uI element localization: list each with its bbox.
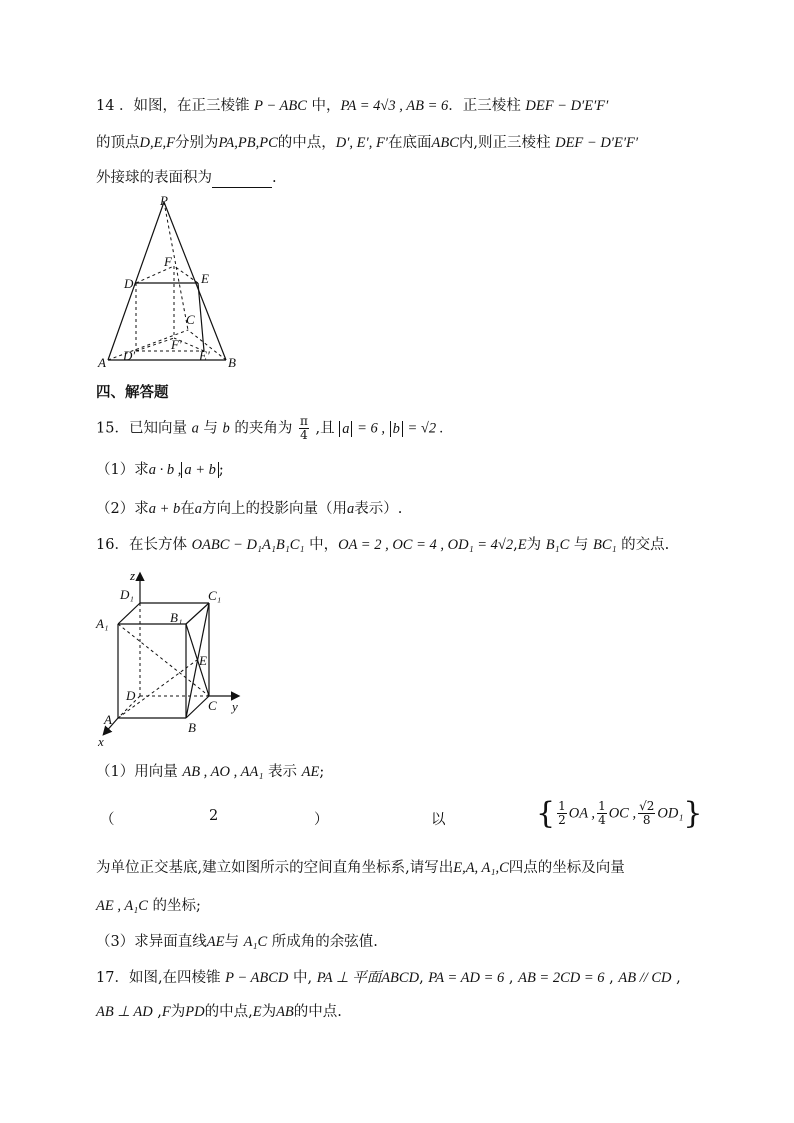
q16-text: 以 <box>431 812 446 828</box>
basis-set <box>536 796 702 831</box>
label-Dp: D′ <box>123 348 136 363</box>
q14-math: PA,PB,PC <box>218 135 278 151</box>
answer-blank[interactable] <box>212 173 272 188</box>
q17-text: , <box>152 1004 162 1020</box>
q15-math: = √2 . <box>407 420 444 437</box>
q16-text: （3）求异面直线 <box>96 934 207 950</box>
q16-part-1 <box>96 762 324 782</box>
label-D: D <box>124 276 134 291</box>
frac-num: π <box>300 414 308 428</box>
fraction-pi-over-4 <box>299 415 309 442</box>
q14-text: ．正三棱柱 <box>448 98 526 114</box>
q16-math: E,A, A₁,C <box>453 860 509 876</box>
q16-math: A₁C <box>243 934 268 950</box>
edge-D1A1 <box>118 603 140 624</box>
q14-text: 在底面 <box>387 135 432 151</box>
q14-line-2 <box>96 133 638 153</box>
q16-text: 的坐标; <box>147 898 201 914</box>
q17-math: PD <box>185 1004 205 1020</box>
q17-math: AB // CD <box>618 970 672 986</box>
q14-text: 分别为 <box>174 135 219 151</box>
q14-math: DEF − D′E′F′ <box>555 135 639 151</box>
q16-line-1 <box>96 535 669 555</box>
q16-part-2-line-2 <box>96 858 625 878</box>
q14-math: D′, E′, F′ <box>335 135 388 151</box>
label-A: A <box>104 712 112 727</box>
q14-text: 内,则正三棱柱 <box>458 135 556 151</box>
q16-math: OABC − D₁A₁B₁C₁ <box>191 537 305 553</box>
q16-text: 表示 <box>263 764 302 780</box>
q14-math: ABC <box>431 135 459 151</box>
q16-text: 为 <box>526 537 546 553</box>
q14-text: 的顶点 <box>96 135 140 151</box>
fraction-1-2 <box>557 800 567 827</box>
q15-text: 方向上的投影向量（用 <box>202 501 348 517</box>
q16-math: E <box>517 537 527 553</box>
q17-text: 的中点, <box>204 1004 253 1020</box>
q16-text: 为单位正交基底,建立如图所示的空间直角坐标系,请写出 <box>96 860 454 876</box>
q14-math: DEF − D′E′F′ <box>525 98 609 114</box>
fraction-sqrt2-8 <box>638 800 655 827</box>
q16-text: , <box>513 537 518 553</box>
label-C1: C₁ <box>208 588 222 603</box>
q15-abs-a: a <box>339 421 352 437</box>
q15-math: a · b , <box>148 462 182 478</box>
q15-part-1 <box>96 460 224 480</box>
figure-pyramid <box>90 192 250 372</box>
q15-text: 的夹角为 <box>234 420 293 437</box>
q16-part-2-line-1 <box>96 796 703 840</box>
q16-math: AE , A₁C <box>96 898 148 914</box>
q16-text: 16．在长方体 <box>96 537 192 553</box>
label-B: B <box>188 720 196 735</box>
q15-part-2 <box>96 499 402 519</box>
label-Fp: F′ <box>171 337 182 352</box>
q15-text: （1）求 <box>96 462 149 478</box>
q17-math: P − ABCD <box>225 970 289 986</box>
q15-text: 在 <box>180 501 195 517</box>
label-D1: D₁ <box>120 587 134 602</box>
label-E: E <box>201 271 209 286</box>
q17-math: AB ⊥ AD <box>96 1004 153 1020</box>
frac-num: √2 <box>639 799 655 813</box>
q17-text: 17．如图,在四棱锥 <box>96 970 226 986</box>
q16-text: 与 <box>569 537 593 553</box>
label-B: B <box>228 355 236 370</box>
label-P: P <box>160 193 168 208</box>
q17-math: E <box>252 1004 262 1020</box>
q16-text: 2 <box>209 808 219 824</box>
edge-PA <box>108 202 164 360</box>
q15-text: 15．已知向量 <box>96 420 187 437</box>
frac-den: 4 <box>300 428 308 442</box>
q15-abs-b: b <box>390 421 403 437</box>
q16-math: AE <box>206 934 225 950</box>
q16-part-3 <box>96 932 378 952</box>
q16-math: BC₁ <box>592 537 617 553</box>
q15-abs-sum: a + b <box>181 462 219 478</box>
label-D: D <box>126 688 136 703</box>
q17-line-1 <box>96 968 681 988</box>
frac-den: 4 <box>598 813 606 827</box>
q15-math: a <box>191 420 199 437</box>
frac-num: 1 <box>598 799 606 813</box>
q15-text: ,且 <box>315 420 335 437</box>
q14-text: 14 ．如图，在正三棱锥 <box>96 98 255 114</box>
label-z: z <box>130 568 136 583</box>
q15-math: b <box>222 420 230 437</box>
q16-text: （ <box>100 812 115 828</box>
q14-math: P − ABC <box>254 98 307 114</box>
q15-text: 表示）. <box>354 501 403 517</box>
q16-math: OA , <box>568 805 596 822</box>
q15-math: a <box>347 501 355 517</box>
q14-line-3 <box>96 168 277 188</box>
q16-text: 的交点. <box>616 537 670 553</box>
q16-text: 中， <box>304 537 339 553</box>
edge-DpFp <box>136 338 174 351</box>
q16-text: 四点的坐标及向量 <box>508 860 625 876</box>
q14-line-1 <box>96 96 608 116</box>
q16-text: ; <box>319 764 325 780</box>
q15-math: a <box>194 501 203 517</box>
q16-text: （1）用向量 <box>96 764 183 780</box>
q17-text: 中, <box>288 970 317 986</box>
frac-num: 1 <box>558 799 566 813</box>
q14-text: 外接球的表面积为 <box>96 170 212 186</box>
q16-text: 所成角的余弦值. <box>267 934 378 950</box>
label-F: F <box>164 254 172 269</box>
q17-math: AB = 2CD = 6 <box>518 970 605 986</box>
q17-text: , <box>419 970 429 986</box>
brace-left: { <box>536 796 556 831</box>
q14-math: D,E,F <box>139 135 175 151</box>
q17-line-2 <box>96 1002 342 1022</box>
label-x: x <box>98 734 104 749</box>
section-header: 四、解答题 <box>96 385 169 401</box>
q16-math: B₁C <box>545 537 570 553</box>
q16-math: AE <box>301 764 320 780</box>
q17-math: F <box>161 1004 171 1020</box>
label-A1: A₁ <box>96 616 109 631</box>
q14-text: 的中点， <box>277 135 336 151</box>
q16-math: AB , AO , AA₁ <box>182 764 264 780</box>
label-Ep: E′ <box>199 348 210 363</box>
q17-math: PA = AD = 6 <box>428 970 505 986</box>
label-C: C <box>208 698 217 713</box>
fraction-1-4 <box>597 800 607 827</box>
q16-math: OC , <box>608 805 637 822</box>
label-E: E <box>199 653 207 668</box>
q14-text: 中， <box>306 98 341 114</box>
q16-text: ） <box>314 812 329 828</box>
q17-text: 为 <box>261 1004 277 1020</box>
q17-text: 的中点. <box>293 1004 342 1020</box>
q16-part-2-line-3 <box>96 896 201 916</box>
q16-text: 与 <box>224 934 244 950</box>
q15-text: （2）求 <box>96 501 149 517</box>
q16-math: OA = 2 , OC = 4 , OD₁ = 4√2 <box>338 537 514 553</box>
q17-math: PA ⊥ 平面ABCD <box>316 970 420 986</box>
q14-math: PA = 4√3 , AB = 6 <box>340 98 449 114</box>
brace-right: } <box>683 796 703 831</box>
q15-text: 与 <box>203 420 218 437</box>
q15-math: = 6 , <box>357 420 385 437</box>
q16-math: OD₁ <box>657 805 684 822</box>
frac-den: 2 <box>558 813 566 827</box>
label-A: A <box>98 355 106 370</box>
q14-text: . <box>272 170 277 186</box>
q17-text: 为 <box>170 1004 186 1020</box>
frac-den: 8 <box>642 813 651 827</box>
q15-math: a + b <box>148 501 181 517</box>
q17-text: , <box>604 970 619 986</box>
figure-cuboid <box>92 566 252 751</box>
label-C: C <box>186 312 195 327</box>
label-y: y <box>232 699 238 714</box>
q15-text: ; <box>218 462 224 478</box>
q15-line-1 <box>96 415 443 442</box>
label-B1: B₁ <box>170 610 183 625</box>
q17-math: AB <box>276 1004 294 1020</box>
q17-text: , <box>671 970 681 986</box>
q17-text: , <box>504 970 519 986</box>
